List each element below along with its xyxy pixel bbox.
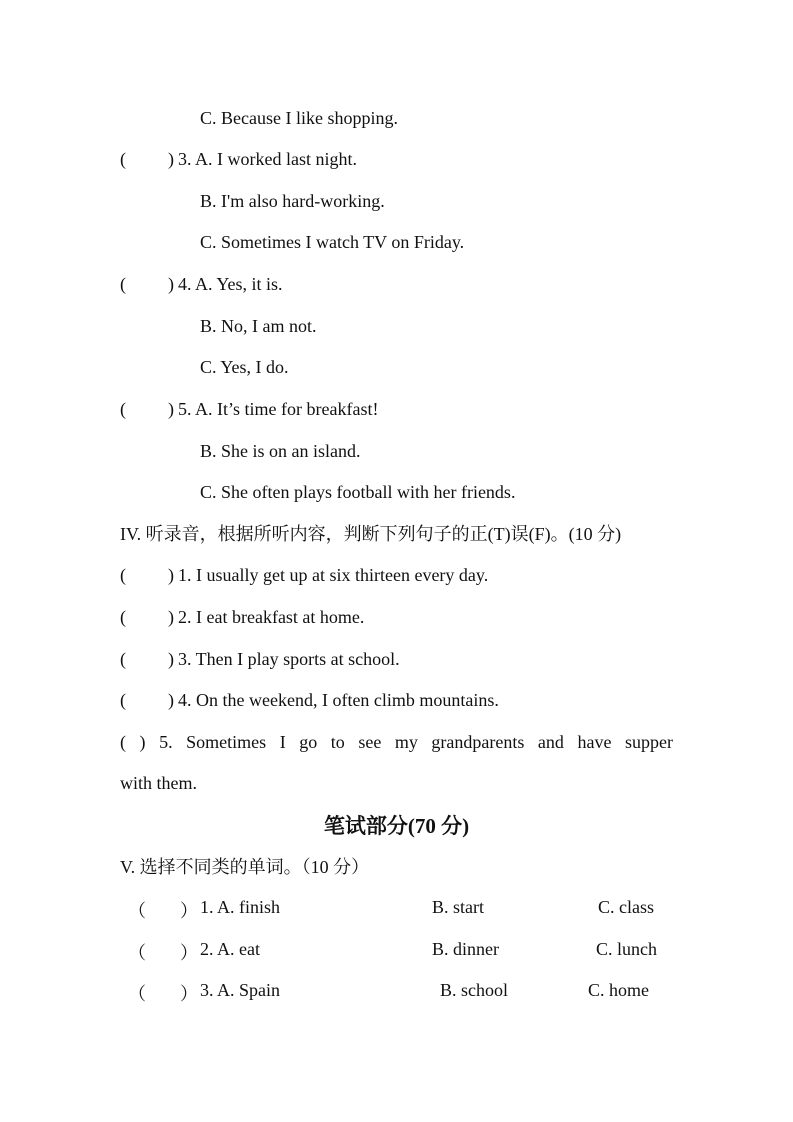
answer-paren-close: ) xyxy=(168,274,174,294)
question-5-option-b: B. She is on an island. xyxy=(200,441,361,461)
answer-paren-open: ( xyxy=(120,607,126,627)
answer-paren-close: ) xyxy=(168,690,174,710)
answer-paren-close: ) xyxy=(168,149,174,169)
answer-paren-close: ） xyxy=(180,984,198,1004)
answer-paren-open: （ xyxy=(128,901,146,921)
answer-paren-open: ( xyxy=(120,565,126,585)
answer-paren-close: ） xyxy=(180,943,198,963)
word-row-3 xyxy=(128,980,688,1002)
question-4-option-a: 4. A. Yes, it is. xyxy=(178,274,283,294)
question-4-option-b: B. No, I am not. xyxy=(200,316,317,336)
section-4-heading: IV. 听录音，根据所听内容，判断下列句子的正(T)误(F)。(10 分) xyxy=(120,524,622,544)
question-3-option-b: B. I'm also hard-working. xyxy=(200,191,385,211)
section-5-heading: V. 选择不同类的单词。（10 分） xyxy=(120,857,370,877)
answer-paren-open: ( xyxy=(120,149,126,169)
answer-paren-close: ) xyxy=(168,399,174,419)
word-row-2-option-c: C. lunch xyxy=(596,939,657,959)
answer-paren-open: （ xyxy=(128,943,146,963)
answer-paren-open: ( xyxy=(120,649,126,669)
tf-item-4-text: 4. On the weekend, I often climb mountains. xyxy=(178,690,499,710)
word-row-2 xyxy=(128,939,688,961)
question-5-option-c: C. She often plays football with her friends. xyxy=(200,482,516,502)
question-3-option-a: 3. A. I worked last night. xyxy=(178,149,357,169)
answer-paren-open: ( xyxy=(120,274,126,294)
word-row-1-option-b: B. start xyxy=(432,897,484,917)
answer-paren-close: ) xyxy=(168,607,174,627)
word-row-2-option-a: 2. A. eat xyxy=(200,939,260,959)
tf-item-3-text: 3. Then I play sports at school. xyxy=(178,649,400,669)
word-row-3-option-a: 3. A. Spain xyxy=(200,980,281,1000)
answer-paren-close: ) xyxy=(168,565,174,585)
tf-item-5-line-1: ( ) 5. Sometimes I go to see my grandparents and have supper xyxy=(120,732,673,752)
tf-item-5-line-2: with them. xyxy=(120,773,197,793)
answer-paren-open: （ xyxy=(128,984,146,1004)
answer-paren-close: ） xyxy=(180,901,198,921)
question-4-option-c: C. Yes, I do. xyxy=(200,357,289,377)
answer-paren-close: ) xyxy=(168,649,174,669)
word-row-1-option-c: C. class xyxy=(598,897,654,917)
word-row-1-option-a: 1. A. finish xyxy=(200,897,281,917)
question-5-option-a: 5. A. It’s time for breakfast! xyxy=(178,399,379,419)
word-row-3-option-c: C. home xyxy=(588,980,649,1000)
word-row-2-option-b: B. dinner xyxy=(432,939,499,959)
written-part-title: 笔试部分(70 分) xyxy=(323,814,470,838)
answer-paren-open: ( xyxy=(120,399,126,419)
option-c-q2: C. Because I like shopping. xyxy=(200,108,398,128)
answer-paren-open: ( xyxy=(120,690,126,710)
tf-item-2-text: 2. I eat breakfast at home. xyxy=(178,607,365,627)
question-3-option-c: C. Sometimes I watch TV on Friday. xyxy=(200,232,465,252)
tf-item-1-text: 1. I usually get up at six thirteen every day. xyxy=(178,565,489,585)
word-row-3-option-b: B. school xyxy=(440,980,509,1000)
word-row-1 xyxy=(128,897,688,919)
